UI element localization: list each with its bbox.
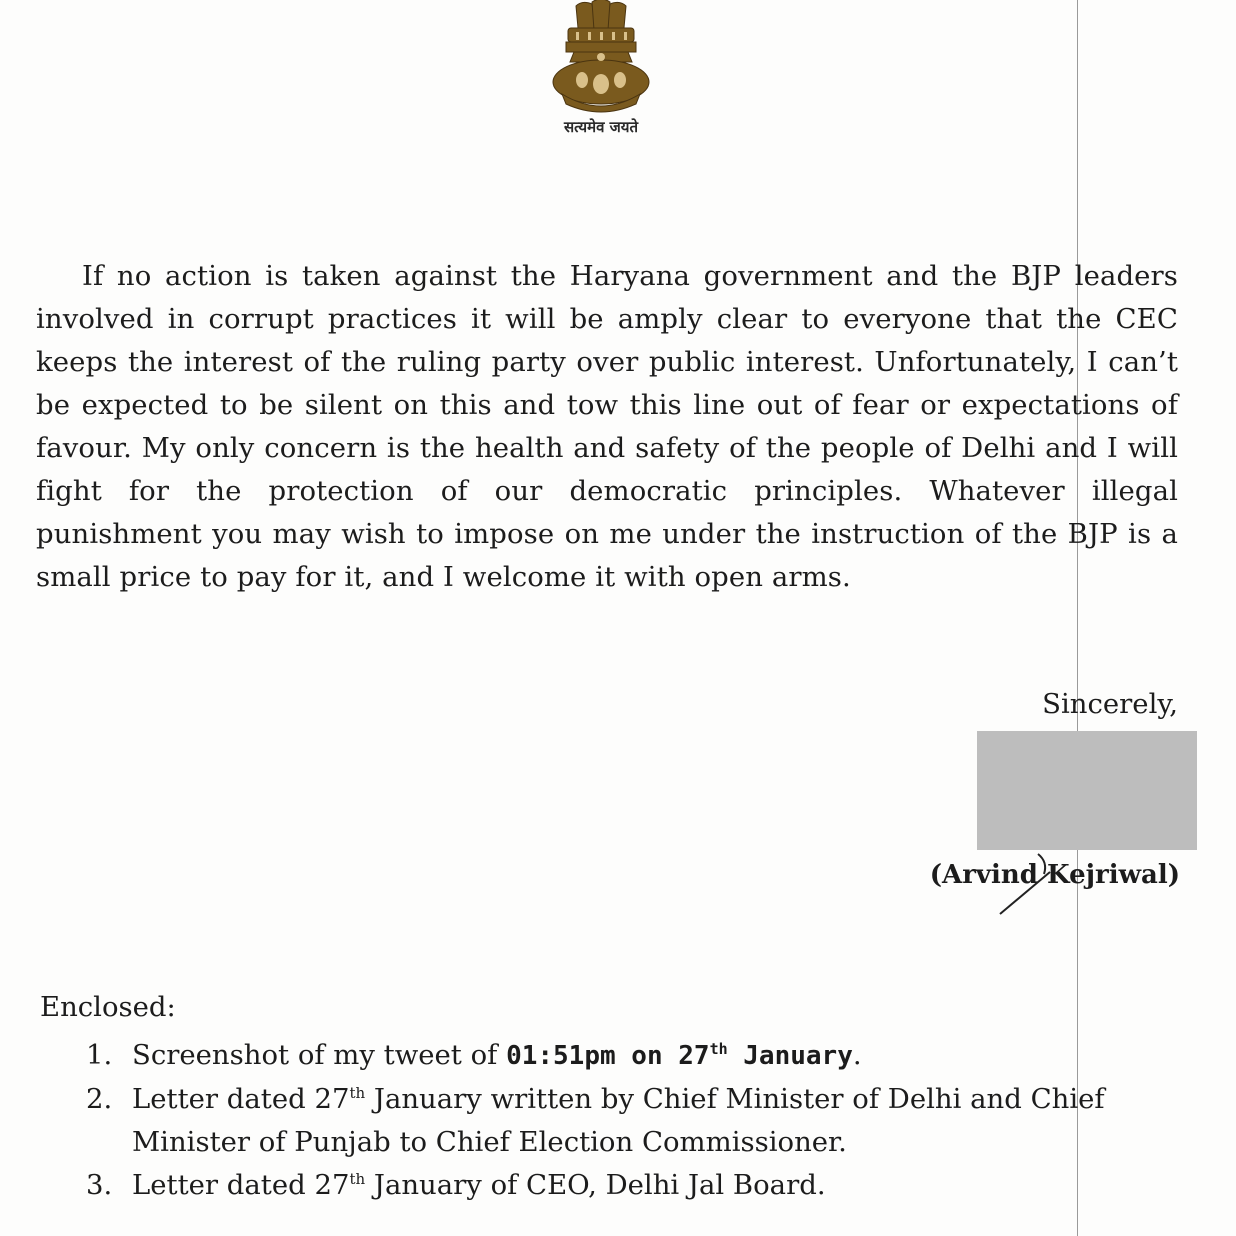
emblem-motto: सत्यमेव जयते — [563, 118, 639, 136]
enclosure-text — [132, 1164, 1136, 1207]
enclosure-text-end: January of CEO, Delhi Jal Board. — [365, 1169, 826, 1201]
enclosures-heading: Enclosed: — [40, 991, 176, 1023]
enclosure-text-start: Letter dated 27 — [132, 1083, 350, 1115]
enclosure-emphasis-start: 01:51pm on 27 — [506, 1041, 710, 1071]
enclosure-item — [86, 1034, 1136, 1078]
enclosure-text — [132, 1078, 1136, 1164]
ordinal-suffix: th — [709, 1040, 728, 1058]
signature-stroke — [998, 848, 1078, 916]
enclosure-number: 1. — [86, 1039, 113, 1071]
ordinal-suffix: th — [349, 1084, 366, 1102]
national-emblem-icon — [536, 0, 666, 116]
enclosure-number: 2. — [86, 1083, 113, 1115]
enclosure-item — [86, 1164, 1136, 1207]
redacted-signature — [977, 731, 1197, 850]
enclosure-emphasis — [506, 1041, 853, 1071]
enclosure-text-start: Screenshot of my tweet of — [132, 1039, 507, 1071]
enclosure-text-start: Letter dated 27 — [132, 1169, 350, 1201]
signatory-name: (Arvind Kejriwal) — [929, 860, 1180, 890]
enclosure-number: 3. — [86, 1169, 113, 1201]
enclosure-text — [132, 1034, 1136, 1078]
enclosure-item — [86, 1078, 1136, 1164]
enclosure-emphasis-end: January — [727, 1041, 853, 1071]
letter-body: If no action is taken against the Haryana government and the BJP leaders involved in corrupt practices it will be amply clear to everyone that the CEC keeps the interest of the ruling party over public interest. Unfortunately, I can’t be expected to be silent on this and tow this line out of fear or expectations of favour. My only concern is the health and safety of the people of Delhi and I will fight for the protection of our democratic principles. Whatever illegal punishment you may wish to impose on me under the instruction of the BJP is a small price to pay for it, and I welcome it with open arms. — [36, 260, 1178, 593]
ordinal-suffix: th — [349, 1170, 366, 1188]
enclosures-list — [86, 1034, 1136, 1207]
enclosure-text-end: . — [852, 1039, 862, 1071]
letter-closing: Sincerely, — [1042, 688, 1178, 720]
enclosure-text-end: January written by Chief Minister of Delhi and Chief Minister of Punjab to Chief Election Commissioner. — [132, 1083, 1105, 1158]
